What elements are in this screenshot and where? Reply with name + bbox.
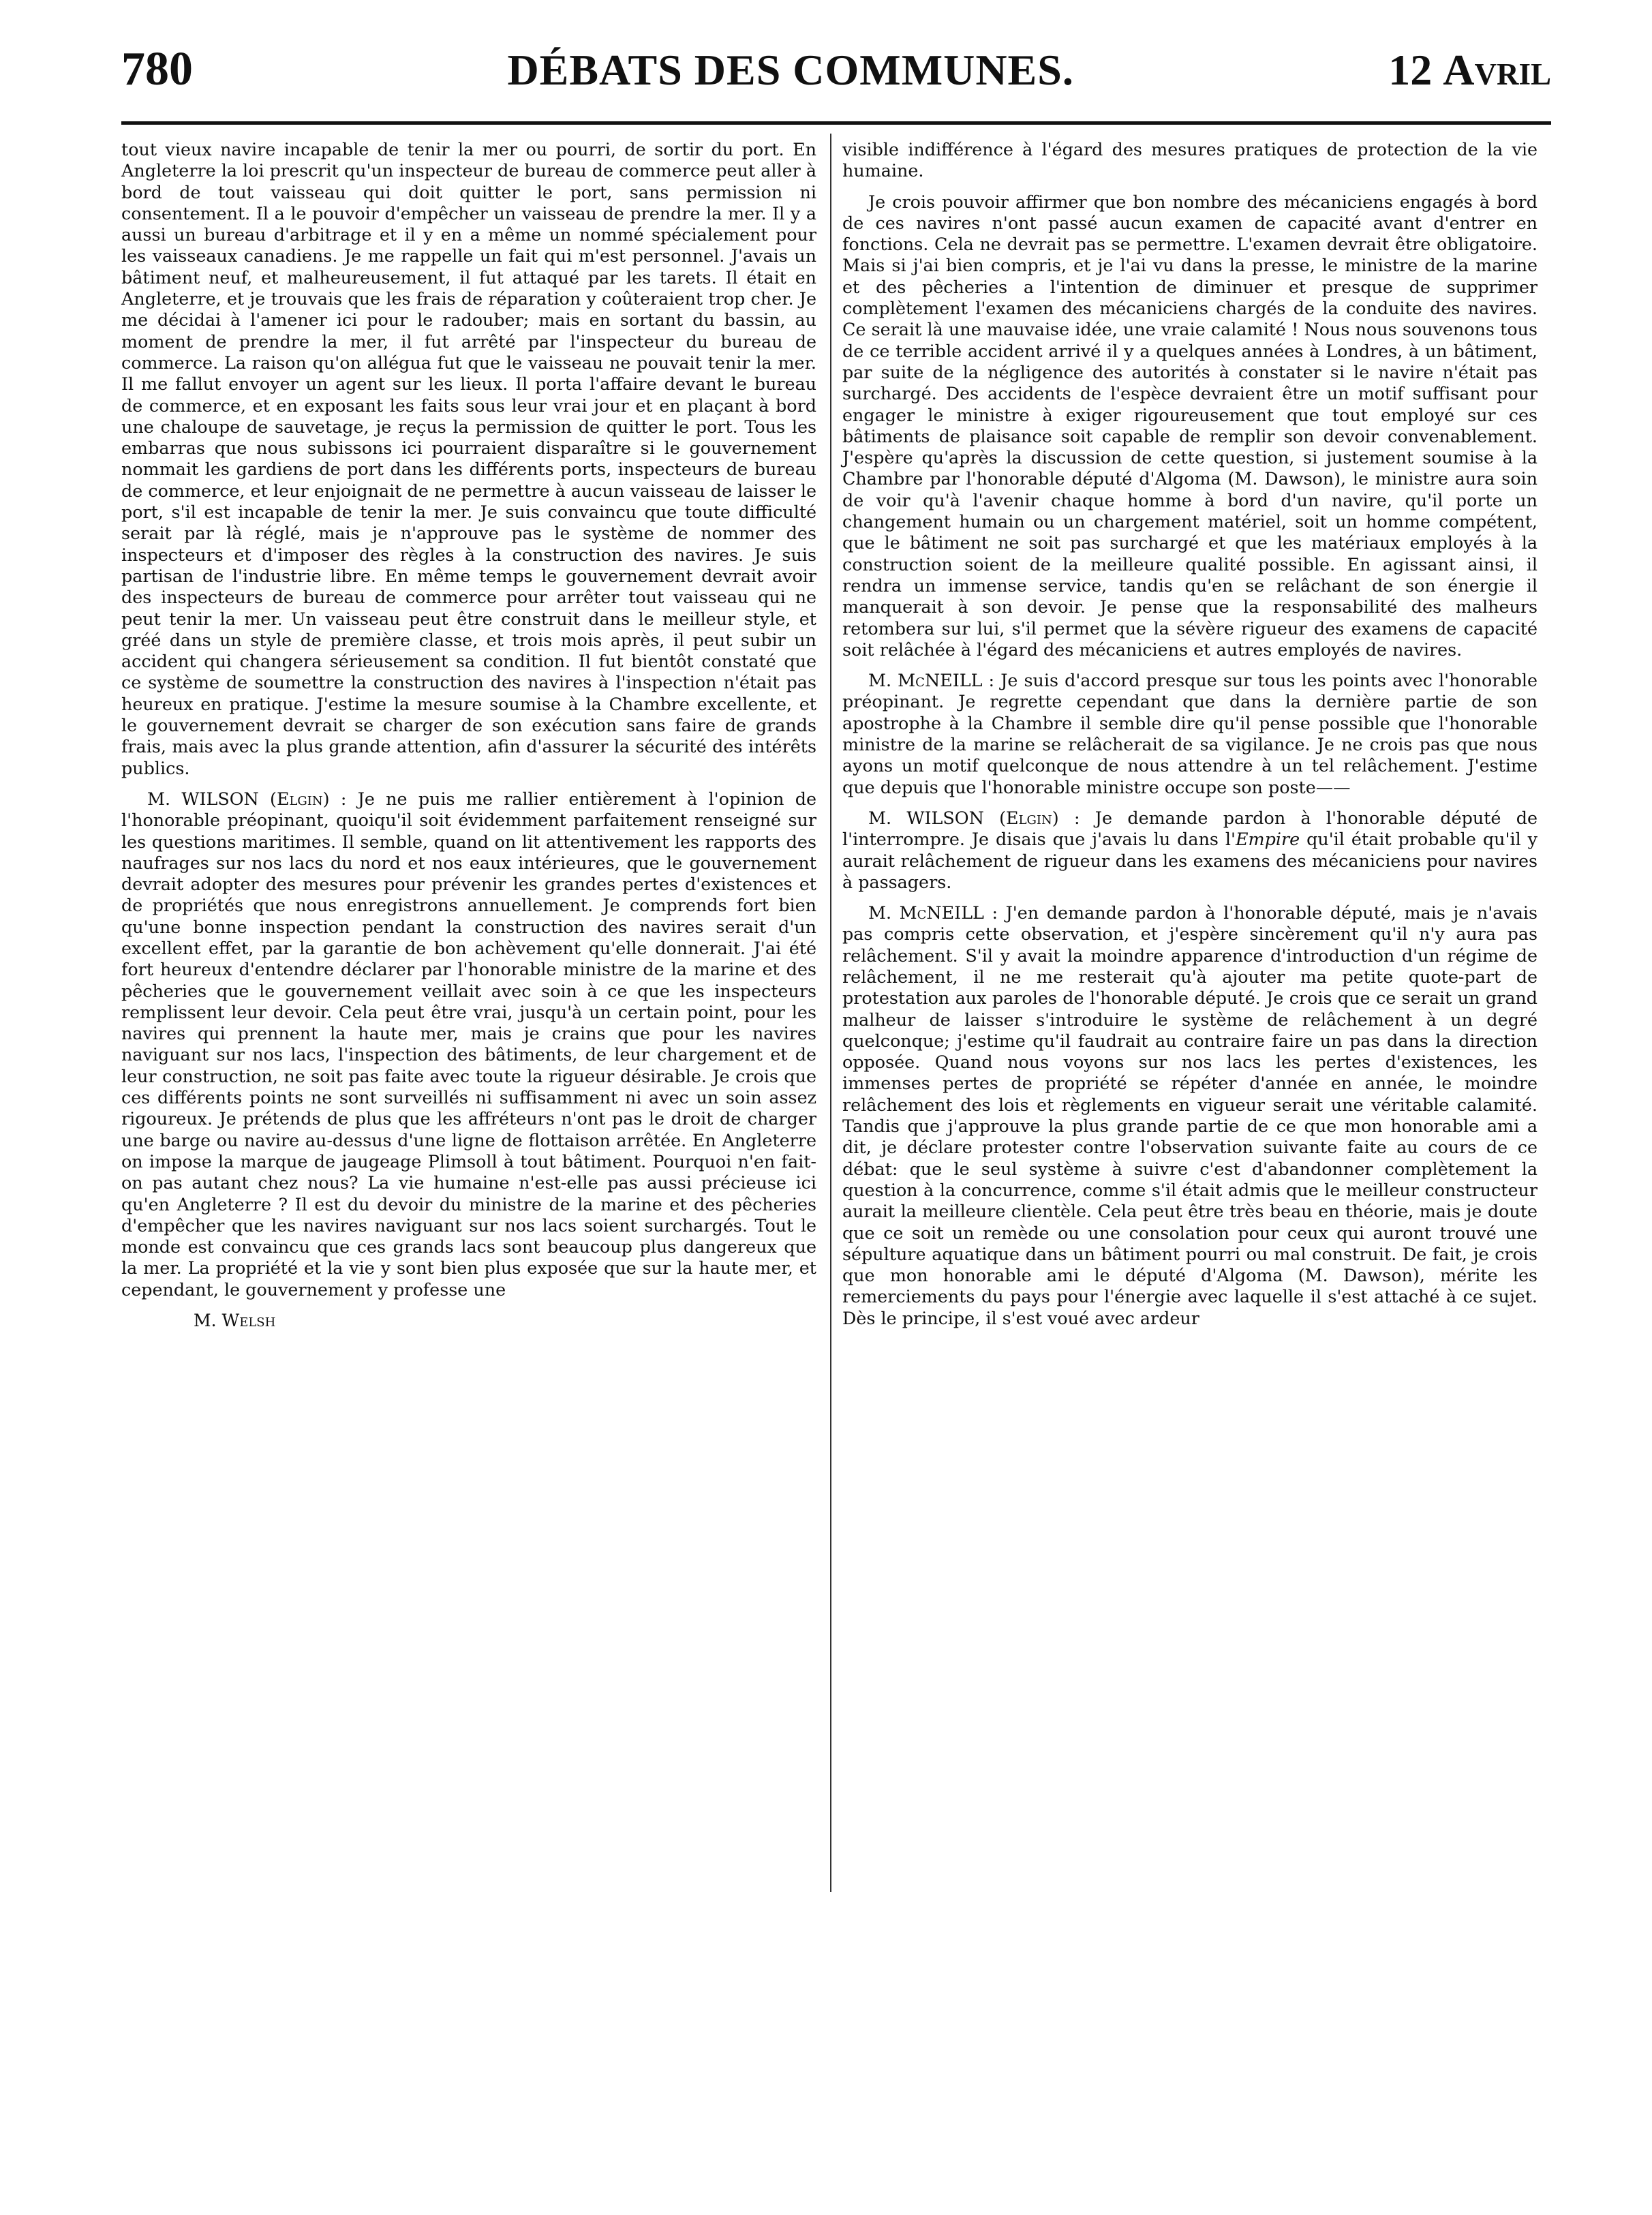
- column-divider: [830, 134, 831, 1892]
- paragraph: [842, 670, 1538, 798]
- paragraph: Je crois pouvoir affirmer que bon nombre des mécaniciens engagés à bord de ces navires n'ont passé aucun examen de capacité avant d'entrer en fonctions. Cela ne devrait pas se permettre. L'examen devrait être obligatoire. Mais si j'ai bien compris, et je l'ai vu dans la presse, le ministre de la marine et des pêcheries a l'intention de diminuer et presque de supprimer complètement l'examen des mécaniciens chargés de la conduite des navires. Ce serait là une mauvaise idée, une vraie calamité ! Nous nous souvenons tous de ce terrible accident arrivé il y a quelques années à Londres, à un bâtiment, par suite de la négligence des autorités à constater si le navire n'était pas surchargé. Des accidents de l'espèce devraient être un motif suffisant pour engager le ministre à exiger rigoureusement que tout employé sur ces bâtiments de plaisance soit capable de remplir son devoir convenablement. J'espère qu'après la discussion de cette question, si justement soumise à la Chambre par l'honorable député d'Algoma (M. Dawson), le ministre aura soin de voir qu'à l'avenir chaque homme à bord d'un navire, qu'il porte un changement humain ou un chargement matériel, soit un homme compétent, que le bâtiment ne soit pas surchargé et que les matériaux employés à la construction soient de la meilleure qualité possible. En agissant ainsi, il rendra un immense service, tandis qu'en se relâchant de son énergie il manquerait à son devoir. Je pense que la responsabilité des malheurs retombera sur lui, s'il permet que la sévère rigueur des examens de capacité soit relâchée à l'égard des mécaniciens et autres employés de navires.: [842, 191, 1538, 660]
- paragraph: [842, 902, 1538, 1329]
- paragraph: [121, 789, 816, 1300]
- left-column: [121, 139, 816, 1331]
- running-head: [121, 42, 1551, 100]
- footer-signature: M. Welsh: [194, 1311, 276, 1331]
- page-number: 780: [121, 43, 193, 95]
- header-date-month: Avril: [1443, 46, 1551, 94]
- speech-text: Je demande pardon à l'honorable député de l'interrompre. Je disais que j'avais lu dans l': [842, 807, 1538, 850]
- right-column: [842, 139, 1538, 1329]
- page-title: DÉBATS DES COMMUNES.: [507, 46, 1074, 94]
- paragraph: [842, 808, 1538, 893]
- paragraph: tout vieux navire incapable de tenir la mer ou pourri, de sortir du port. En Angleterre la loi prescrit qu'un inspecteur de bureau de commerce peut aller à bord de tout vaisseau qui doit quitter le port, sans permission ni consentement. Il a le pouvoir d'empêcher un vaisseau de prendre la mer. Il y a aussi un bureau d'arbitrage et il y en a même un nommé spécialement pour les vaisseaux canadiens. Je me rappelle un fait qui m'est personnel. J'avais un bâtiment neuf, et malheureusement, il fut attaqué par les tarets. Il était en Angleterre, et je trouvais que les frais de réparation y coûteraient trop cher. Je me décidai à l'amener ici pour le radouber; mais en sortant du bassin, au moment de prendre la mer, il fut arrêté par l'inspecteur du bureau de commerce. La raison qu'on allégua fut que le vaisseau ne pouvait tenir la mer. Il me fallut envoyer un agent sur les lieux. Il porta l'affaire devant le bureau de commerce, et en exposant les faits sous leur vrai jour et en plaçant à bord une chaloupe de sauvetage, je reçus la permission de quitter le port. Tous les embarras que nous subissons ici pourraient disparaître si le gouvernement nommait les gardiens de port dans les différents ports, inspecteurs de bureau de commerce, et leur enjoignait de ne permettre à aucun vaisseau de laisser le port, s'il est incapable de tenir la mer. Je suis convaincu que toute difficulté serait par là réglé, mais je n'approuve pas le système de nommer des inspecteurs et d'imposer des règles à la construction des navires. Je suis partisan de l'industrie libre. En même temps le gouvernement devrait avoir des inspecteurs de bureau de commerce pour arrêter tout vaisseau qui ne peut tenir la mer. Un vaisseau peut être construit dans le meilleur style, et gréé dans un style de première classe, et trois mois après, il peut subir un accident qui changera sérieusement sa condition. Il fut bientôt constaté que ce système de soumettre la construction des navires à l'inspection n'était pas heureux en pratique. J'estime la mesure soumise à la Chambre excellente, et le gouvernement devrait se charger de son exécution sans faire de grands frais, mais avec la plus grande attention, afin d'assurer la sécurité des intérêts publics.: [121, 139, 816, 778]
- header-date-day: 12: [1388, 46, 1433, 94]
- newspaper-title: Empire: [1236, 829, 1300, 850]
- speaker-name: M. McNEILL :: [868, 670, 995, 691]
- header-date: [1388, 45, 1551, 95]
- paragraph: visible indifférence à l'égard des mesures pratiques de protection de la vie humaine.: [842, 139, 1538, 181]
- speech-text: J'en demande pardon à l'honorable député, mais je n'avais pas compris cette observation, et j'espère sincèrement qu'il n'y aura pas relâchement. S'il y avait la moindre apparence d'introduction d'un régime de relâchement, il ne me resterait qu'à ajouter ma petite quote-part de protestation aux paroles de l'honorable député. Je crois que ce serait un grand malheur de laisser s'introduire le système de relâchement à un degré quelconque; j'estime qu'il faudrait au contraire faire un pas dans la direction opposée. Quand nous voyons sur nos lacs les pertes d'existences, les immenses pertes de propriété se répéter d'année en année, le moindre relâchement des lois et règlements en vigueur serait une véritable calamité. Tandis que j'approuve la plus grande partie de ce que mon honorable ami a dit, je déclare protester contre l'observation suivante faite au cours de ce débat: que le seul système à suivre c'est d'abandonner complètement la question à la concurrence, comme s'il était admis que le meilleur constructeur aurait la meilleure clientèle. Cela peut être très beau en théorie, mais je doute que ce soit un remède ou une consolation pour ceux qui auront trouvé une sépulture aquatique dans un bâtiment pourri ou mal construit. De fait, je crois que mon honorable ami le député d'Algoma (M. Dawson), mérite les remerciements du pays pour l'énergie avec laquelle il s'est attaché à ce sujet. Dès le principe, il s'est voué avec ardeur: [842, 902, 1538, 1328]
- speaker-name: M. WILSON (Elgin) :: [147, 788, 347, 809]
- speaker-name: M. WILSON (Elgin) :: [868, 807, 1080, 828]
- speech-text: Je ne puis me rallier entièrement à l'opinion de l'honorable préopinant, quoiqu'il soit évidemment parfaitement renseigné sur les questions maritimes. Il semble, quand on lit attentivement les rapports des naufrages sur nos lacs du nord et nos eaux intérieures, que le gouvernement devrait adopter des mesures pour prévenir les grandes pertes d'existences et de propriétés que nous enregistrons annuellement. Je comprends fort bien qu'une bonne inspection pendant la construction des navires serait d'un excellent effet, par la garantie de bon achèvement qu'elle donnerait. J'ai été fort heureux d'entendre déclarer par l'honorable ministre de la marine et des pêcheries que le gouvernement veillait avec soin à ce que les inspecteurs remplissent leur devoir. Cela peut être vrai, jusqu'à un certain point, pour les navires qui prennent la haute mer, mais je crains que pour les navires naviguant sur nos lacs, l'inspection des bâtiments, de leur chargement et de leur construction, ne soit pas faite avec toute la rigueur désirable. Je crois que ces différents points ne sont surveillés ni suffisamment ni avec un soin assez rigoureux. Je prétends de plus que les affréteurs n'ont pas le droit de charger une barge ou navire au-dessus d'une ligne de flottaison arrêtée. En Angleterre on impose la marque de jaugeage Plimsoll à tout bâtiment. Pourquoi n'en fait-on pas autant chez nous? La vie humaine n'est-elle pas aussi précieuse ici qu'en Angleterre ? Il est du devoir du ministre de la marine et des pêcheries d'empêcher que les navires naviguant sur nos lacs soient surchargés. Tout le monde est convaincu que ces grands lacs sont beaucoup plus dangereux que la mer. La propriété et la vie y sont bien plus exposée que sur la haute mer, et cependant, le gouvernement y professe une: [121, 788, 816, 1300]
- header-rule: [121, 121, 1551, 125]
- speech-text: qu'il était probable qu'il y aurait relâchement de rigueur dans les examens des mécaniciens pour navires à passagers.: [842, 829, 1538, 892]
- speech-text: Je suis d'accord presque sur tous les points avec l'honorable préopinant. Je regrette cependant que dans la dernière partie de son apostrophe à la Chambre il semble dire qu'il pense possible que l'honorable ministre de la marine se relâcherait de sa vigilance. Je ne crois pas que nous ayons un motif quelconque de nous attendre à un tel relâchement. J'estime que depuis que l'honorable ministre occupe son poste——: [842, 670, 1538, 797]
- speaker-name: M. McNEILL :: [868, 902, 998, 923]
